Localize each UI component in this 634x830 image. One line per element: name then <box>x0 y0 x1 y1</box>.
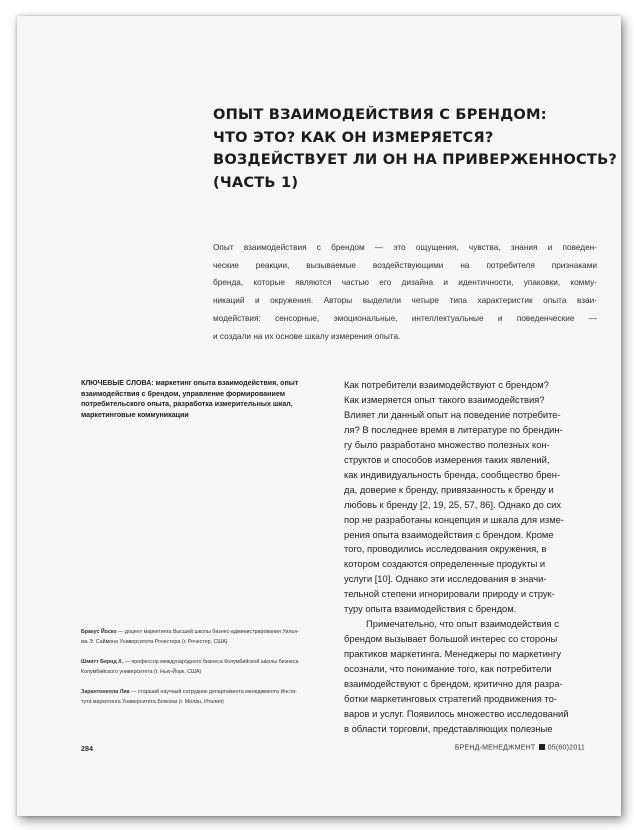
body-line: Примечательно, что опыт взаимодействия с <box>366 618 559 630</box>
title-line: ЧТО ЭТО? КАК ОН ИЗМЕРЯЕТСЯ? <box>213 128 494 146</box>
author-notes <box>81 628 331 719</box>
square-separator-icon <box>539 744 545 750</box>
body-line: того, проводились исследования окружения, в <box>344 543 547 555</box>
body-line: Как измеряется опыт такого взаимодействия? <box>344 393 545 405</box>
author-name: Зарантонелла Лиа <box>81 689 130 696</box>
journal-info <box>455 744 585 752</box>
body-line: рения опыта взаимодействия с брендом. Кроме <box>344 528 554 540</box>
keywords-line: КЛЮЧЕВЫЕ СЛОВА: маркетинг опыта взаимодействия, опыт <box>81 379 299 387</box>
abstract-line: никаций и окружения. Авторы выделили четыре типа характеристик опыта взаи- <box>213 296 597 306</box>
magazine-page <box>17 16 621 816</box>
body-line: в области торговли, представляющих полезные <box>344 722 553 734</box>
body-line: осознали, что понимание того, как потребители <box>344 663 552 675</box>
body-line: да, доверие к бренду, привязанность к бренду и <box>344 483 554 495</box>
body-line: как индивидуальность бренда, сообщество брен- <box>344 468 561 480</box>
author-name: Бракус Йоско <box>81 629 117 635</box>
issue-number: 05(60)2011 <box>547 744 585 752</box>
article-abstract <box>213 239 597 345</box>
author-affiliation: — старший научный сотрудник департамента менеджмента Инсти- <box>129 689 297 696</box>
article-body <box>344 378 591 737</box>
body-line: туру опыта взаимодействия с брендом. <box>344 603 517 615</box>
author-affiliation: — доцент маркетинга Высшей школы бизнес-администрирования Уилья- <box>116 629 299 635</box>
title-line: ОПЫТ ВЗАИМОДЕЙСТВИЯ С БРЕНДОМ: <box>213 106 547 123</box>
author-note <box>81 628 331 647</box>
body-line: ля? В последнее время в литературе по брендин- <box>344 423 563 435</box>
body-line: Влияет ли данный опыт на поведение потребите- <box>344 408 561 420</box>
body-line: варов и услуг. Появилось множество исследований <box>344 707 569 719</box>
author-note <box>81 688 331 707</box>
body-line: практиков маркетинга. Менеджеры по маркетингу <box>344 648 562 660</box>
title-line: (ЧАСТЬ 1) <box>213 173 299 191</box>
title-line: ВОЗДЕЙСТВУЕТ ЛИ ОН НА ПРИВЕРЖЕННОСТЬ? <box>213 151 618 169</box>
body-line: гу было разработано множество полезных кон- <box>344 438 550 450</box>
author-affiliation: тута маркетинга Университета Боккони (г. Милан, Италия) <box>81 698 224 705</box>
author-affiliation: — профессор международного бизнеса Колумбийской школы бизнеса <box>123 659 299 666</box>
body-line: Как потребители взаимодействуют с брендом? <box>344 379 549 390</box>
journal-name: БРЕНД-МЕНЕДЖМЕНТ <box>454 744 536 752</box>
abstract-line: бренда, которые являются частью его дизайна и идентичности, упаковки, комму- <box>213 278 597 288</box>
body-line: взаимодействуют с брендом, критично для разра- <box>344 678 563 690</box>
body-line: структов и способов измерения таких явлений, <box>344 453 550 465</box>
author-affiliation: ма Э. Саймона Университета Рочестера (г. Рочестер, США) <box>81 638 228 645</box>
abstract-line: модействия: сенсорные, эмоциональные, интеллектуальные и поведенческие — <box>213 313 597 323</box>
article-title <box>213 104 618 194</box>
body-line: тельной степени игнорировали природу и струк- <box>344 588 555 600</box>
body-line: брендом вызывает большой интерес со стороны <box>344 633 558 645</box>
abstract-line: ческие реакции, вызываемые воздействующими на потребителя признаками <box>213 260 597 270</box>
abstract-line: Опыт взаимодействия с брендом — это ощущения, чувства, знания и поведен- <box>213 243 597 252</box>
abstract-line: и создали на их основе шкалу измерения опыта. <box>213 331 401 341</box>
author-note <box>81 658 331 677</box>
body-line: ботки маркетинговых стратегий продвижения то- <box>344 693 557 705</box>
keywords-line: взаимодействия с брендом, управление формированием <box>81 389 285 398</box>
page-number: 284 <box>81 744 93 753</box>
body-line: пор не разработаны концепция и шкала для изме- <box>344 513 565 525</box>
author-name: Шмитт Бернд Х. <box>81 659 124 666</box>
body-line: услуги [10]. Однако эти исследования в значи- <box>344 573 547 585</box>
keywords-line: маркетинговые коммуникации <box>81 410 189 419</box>
keywords-line: потребительского опыта, разработка измерительных шкал, <box>81 400 293 409</box>
keywords-block <box>81 378 321 420</box>
author-affiliation: Колумбийского университета (г. Нью-Йорк, США) <box>81 668 202 675</box>
body-line: любовь к бренду [2, 19, 25, 57, 86]. Однако до сих <box>344 498 562 510</box>
body-line: котором создаются определенные продукты и <box>344 558 546 570</box>
